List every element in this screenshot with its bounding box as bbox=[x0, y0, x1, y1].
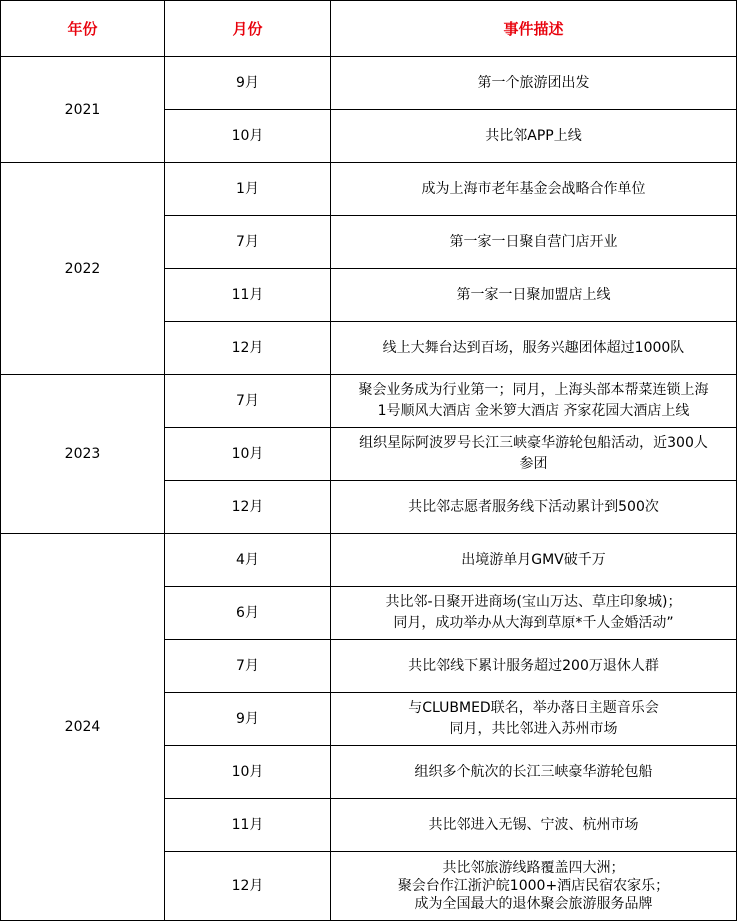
event-line: 组织多个航次的长江三峡豪华游轮包船 bbox=[414, 764, 653, 780]
event-line: 共比邻旅游线路覆盖四大洲； bbox=[442, 860, 625, 876]
month-cell: 4月 bbox=[165, 534, 331, 587]
header-month: 月份 bbox=[165, 1, 331, 57]
event-line: 共比邻-日聚开进商场(宝山万达、草庄印象城)； bbox=[385, 594, 682, 610]
month-cell: 7月 bbox=[165, 375, 331, 428]
event-line: 与CLUBMED联名，举办落日主题音乐会 bbox=[408, 700, 659, 716]
event-line: 出境游单月GMV破千万 bbox=[461, 552, 606, 568]
table-row bbox=[1, 163, 737, 216]
event-cell bbox=[331, 216, 737, 269]
event-line: 聚会台作江浙沪皖1000+酒店民宿农家乐； bbox=[397, 878, 670, 894]
event-cell bbox=[331, 852, 737, 921]
month-cell: 10月 bbox=[165, 110, 331, 163]
event-cell bbox=[331, 428, 737, 481]
event-line: 共比邻线下累计服务超过200万退休人群 bbox=[408, 658, 659, 674]
month-cell: 9月 bbox=[165, 693, 331, 746]
month-cell: 10月 bbox=[165, 746, 331, 799]
event-line: 共比邻进入无锡、宁波、杭州市场 bbox=[428, 817, 639, 833]
event-line: 参团 bbox=[519, 456, 548, 472]
event-line: 成为上海市老年基金会战略合作单位 bbox=[421, 181, 646, 197]
event-cell bbox=[331, 110, 737, 163]
table-row bbox=[1, 375, 737, 428]
event-line: 同月，成功举办从大海到草原*千人金婚活动” bbox=[393, 615, 674, 631]
table-row bbox=[1, 534, 737, 587]
event-line: 成为全国最大的退休聚会旅游服务品牌 bbox=[414, 896, 653, 912]
month-cell: 12月 bbox=[165, 322, 331, 375]
event-line: 线上大舞台达到百场，服务兴趣团体超过1000队 bbox=[382, 340, 685, 356]
month-cell: 12月 bbox=[165, 481, 331, 534]
header-row bbox=[1, 1, 737, 57]
header-event: 事件描述 bbox=[331, 1, 737, 57]
event-cell bbox=[331, 322, 737, 375]
event-cell bbox=[331, 163, 737, 216]
event-cell bbox=[331, 746, 737, 799]
event-line: 聚会业务成为行业第一；同月，上海头部本帮菜连锁上海 bbox=[358, 382, 709, 398]
event-cell bbox=[331, 481, 737, 534]
month-cell: 7月 bbox=[165, 640, 331, 693]
event-line: 共比邻APP上线 bbox=[485, 128, 582, 144]
event-cell bbox=[331, 534, 737, 587]
year-cell: 2022 bbox=[1, 163, 165, 375]
event-line: 组织星际阿波罗号长江三峡豪华游轮包船活动，近300人 bbox=[359, 435, 708, 451]
year-cell: 2024 bbox=[1, 534, 165, 921]
event-line: 同月，共比邻进入苏州市场 bbox=[449, 721, 618, 737]
header-year: 年份 bbox=[1, 1, 165, 57]
event-cell bbox=[331, 587, 737, 640]
event-line: 第一家一日聚自营门店开业 bbox=[449, 234, 618, 250]
month-cell: 12月 bbox=[165, 852, 331, 921]
year-cell: 2023 bbox=[1, 375, 165, 534]
month-cell: 11月 bbox=[165, 269, 331, 322]
month-cell: 7月 bbox=[165, 216, 331, 269]
event-cell bbox=[331, 375, 737, 428]
month-cell: 9月 bbox=[165, 57, 331, 110]
event-cell bbox=[331, 640, 737, 693]
month-cell: 11月 bbox=[165, 799, 331, 852]
month-cell: 1月 bbox=[165, 163, 331, 216]
event-line: 1号顺风大酒店 金米箩大酒店 齐家花园大酒店上线 bbox=[377, 403, 690, 419]
event-cell bbox=[331, 799, 737, 852]
year-cell: 2021 bbox=[1, 57, 165, 163]
table-row bbox=[1, 57, 737, 110]
event-line: 第一个旅游团出发 bbox=[477, 75, 590, 91]
month-cell: 6月 bbox=[165, 587, 331, 640]
event-cell bbox=[331, 269, 737, 322]
event-line: 共比邻志愿者服务线下活动累计到500次 bbox=[408, 499, 659, 515]
month-cell: 10月 bbox=[165, 428, 331, 481]
event-cell bbox=[331, 57, 737, 110]
event-cell bbox=[331, 693, 737, 746]
event-line: 第一家一日聚加盟店上线 bbox=[456, 287, 611, 303]
